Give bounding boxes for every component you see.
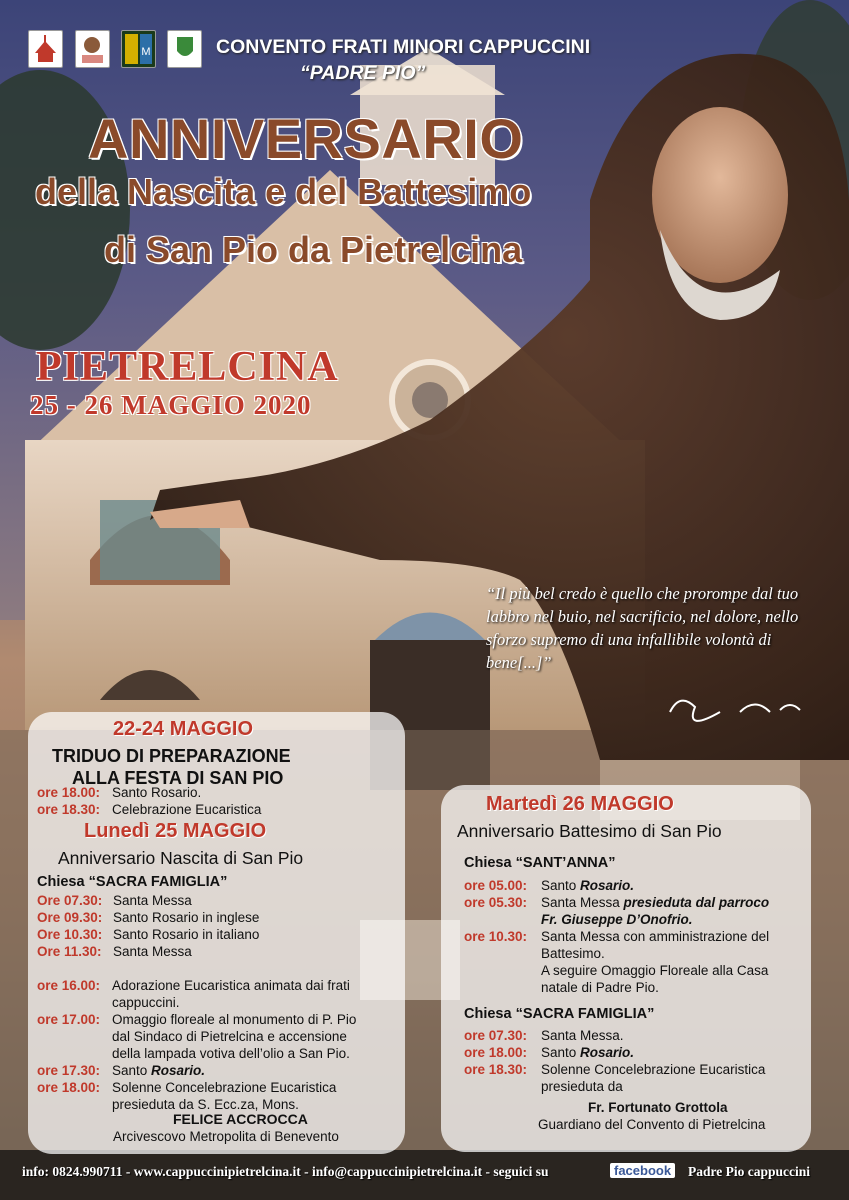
title-line3: di San Pio da Pietrelcina <box>104 229 523 270</box>
schedule-text: presieduta da <box>541 1079 623 1094</box>
schedule-time: ore 07.30: <box>464 1028 528 1043</box>
padre-pio-portrait-logo-icon <box>75 30 110 68</box>
schedule-text: Santa Messa con amministrazione del <box>541 929 770 944</box>
schedule-time: ore 18.00: <box>464 1045 528 1060</box>
schedule-text: Santo Rosario in inglese <box>113 910 260 925</box>
schedule-emphasis: Rosario. <box>580 1045 635 1060</box>
schedule-text: Solenne Concelebrazione Eucaristica <box>541 1062 766 1077</box>
day26-church2: Chiesa “SACRA FAMIGLIA” <box>464 1006 655 1022</box>
schedule-row <box>37 785 202 800</box>
day26-date: Martedì 26 MAGGIO <box>486 793 674 815</box>
schedule-time: ore 18.30: <box>464 1062 528 1077</box>
schedule-time: ore 17.00: <box>37 1012 101 1027</box>
schedule-row <box>464 895 770 910</box>
schedule-row <box>464 1062 766 1077</box>
schedule-row <box>464 929 770 944</box>
day26-celebrant: Fr. Fortunato Grottola <box>588 1100 728 1115</box>
day25-celebrant: FELICE ACCROCCA <box>173 1111 308 1127</box>
event-dates: 25 - 26 MAGGIO 2020 <box>30 390 312 420</box>
schedule-time: Ore 10.30: <box>37 927 103 942</box>
schedule-row <box>37 1080 337 1095</box>
padre-pio-quote: “Il più bel credo è quello che prorompe dal tuo labbro nel buio, nel sacrificio, nel dolore, nello sforzo supremo di una infallibile volontà di bene[...]” <box>486 584 799 672</box>
day25-date: Lunedì 25 MAGGIO <box>84 820 267 842</box>
schedule-time: ore 10.30: <box>464 929 528 944</box>
schedule-text: A seguire Omaggio Floreale alla Casa <box>541 963 769 978</box>
schedule-row <box>464 878 635 893</box>
day25-subtitle: Anniversario Nascita di San Pio <box>58 848 304 868</box>
schedule-text: cappuccini. <box>112 995 180 1010</box>
schedule-text: presieduta da S. Ecc.za, Mons. <box>112 1097 299 1112</box>
schedule-row <box>37 893 192 908</box>
schedule-emphasis: presieduta dal parroco <box>623 895 770 910</box>
schedule-time: ore 05.00: <box>464 878 528 893</box>
schedule-text: Santo Rosario. <box>112 785 202 800</box>
day26-church1: Chiesa “SANT’ANNA” <box>464 855 616 871</box>
schedule-text: Omaggio floreale al monumento di P. Pio <box>112 1012 357 1027</box>
schedule-row <box>37 1063 206 1078</box>
schedule-row <box>37 802 262 817</box>
schedule-row <box>464 1045 635 1060</box>
schedule-time: ore 18.00: <box>37 785 101 800</box>
schedule-text: natale di Padre Pio. <box>541 980 659 995</box>
schedule-text: Solenne Concelebrazione Eucaristica <box>112 1080 337 1095</box>
title-line2: della Nascita e del Battesimo <box>35 171 532 212</box>
schedule-text: Celebrazione Eucaristica <box>112 802 262 817</box>
schedule-text: della lampada votiva dell’olio a San Pio. <box>112 1046 350 1061</box>
schedule-emphasis: Rosario. <box>151 1063 206 1078</box>
schedule-row <box>37 927 260 942</box>
schedule-row <box>37 1012 357 1027</box>
schedule-emphasis: Fr. Giuseppe D’Onofrio. <box>541 912 693 927</box>
schedule-time: ore 18.30: <box>37 802 101 817</box>
schedule-text: Santa Messa <box>113 893 192 908</box>
schedule-time: Ore 11.30: <box>37 944 102 959</box>
cross-emblem-logo-icon <box>121 30 156 68</box>
schedule-text: Santa Messa <box>113 944 192 959</box>
church-logo-icon <box>28 30 63 68</box>
triduo-date: 22-24 MAGGIO <box>113 718 254 740</box>
day26-subtitle: Anniversario Battesimo di San Pio <box>457 821 722 841</box>
schedule-time: ore 16.00: <box>37 978 101 993</box>
schedule-text: Santa Messa presieduta dal parroco <box>541 895 770 910</box>
day25-church: Chiesa “SACRA FAMIGLIA” <box>37 874 228 890</box>
schedule-text: Santo Rosario. <box>112 1063 206 1078</box>
facebook-logo-icon[interactable]: facebook <box>610 1163 675 1178</box>
title-anniversario: ANNIVERSARIO <box>88 107 524 170</box>
schedule-text: Santo Rosario. <box>541 1045 635 1060</box>
schedule-text: Battesimo. <box>541 946 605 961</box>
org-name: CONVENTO FRATI MINORI CAPPUCCINI <box>216 36 591 58</box>
triduo-title: TRIDUO DI PREPARAZIONE <box>52 746 291 766</box>
schedule-text: Santa Messa. <box>541 1028 624 1043</box>
place-name: PIETRELCINA <box>36 344 339 390</box>
schedule-row <box>37 944 192 959</box>
svg-text:M: M <box>141 46 151 58</box>
schedule-row <box>37 978 350 993</box>
schedule-time: Ore 07.30: <box>37 893 103 908</box>
schedule-row <box>464 1028 624 1043</box>
triduo-subtitle: ALLA FESTA DI SAN PIO <box>72 768 284 788</box>
day25-celebrant-role: Arcivescovo Metropolita di Benevento <box>113 1129 339 1144</box>
schedule-row <box>37 910 260 925</box>
schedule-time: ore 18.00: <box>37 1080 101 1095</box>
org-subtitle: “PADRE PIO” <box>300 62 426 84</box>
schedule-text: Santo Rosario in italiano <box>113 927 260 942</box>
schedule-text: Adorazione Eucaristica animata dai frati <box>112 978 350 993</box>
schedule-text: Santo Rosario. <box>541 878 635 893</box>
schedule-text <box>541 912 693 927</box>
day26-celebrant-role: Guardiano del Convento di Pietrelcina <box>538 1117 766 1132</box>
coat-of-arms-logo-icon <box>167 30 202 68</box>
footer <box>0 1160 849 1190</box>
schedule-time: ore 05.30: <box>464 895 528 910</box>
schedule-time: ore 17.30: <box>37 1063 101 1078</box>
schedule-emphasis: Rosario. <box>580 878 635 893</box>
facebook-page-name[interactable]: Padre Pio cappuccini <box>688 1164 811 1179</box>
footer-contact[interactable]: info: 0824.990711 - www.cappuccinipietrelcina.it - info@cappuccinipietrelcina.it - seguici su <box>22 1164 549 1179</box>
schedule-time: Ore 09.30: <box>37 910 103 925</box>
schedule-text: dal Sindaco di Pietrelcina e accensione <box>112 1029 347 1044</box>
